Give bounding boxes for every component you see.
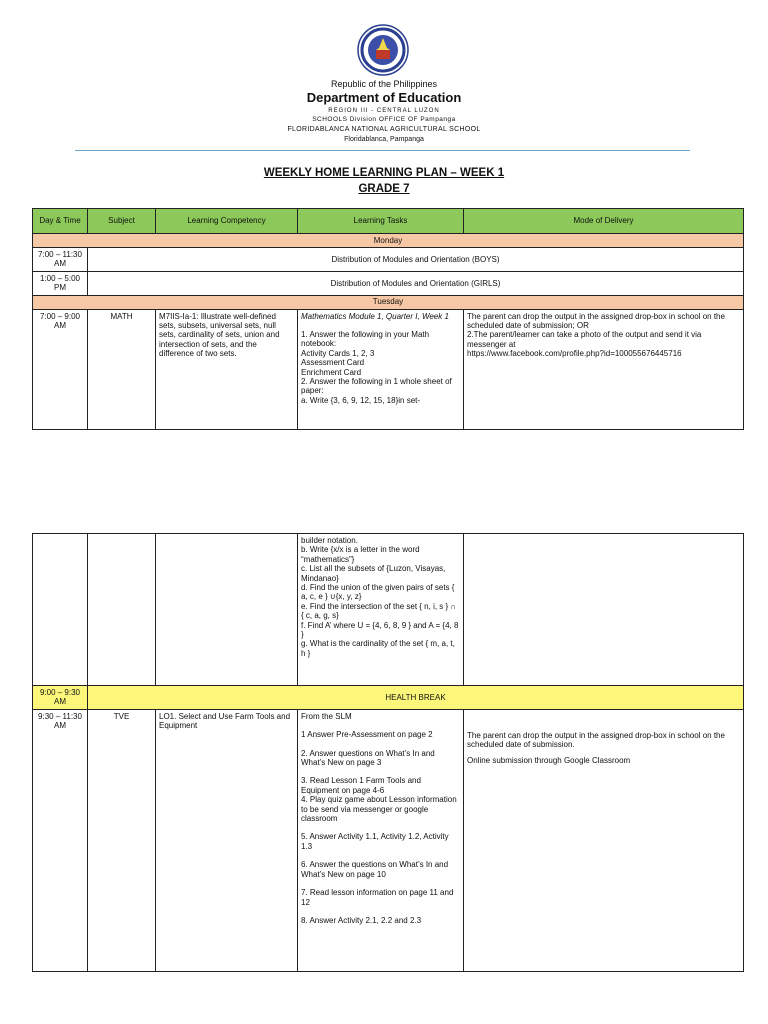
task-line: 6. Answer the questions on What’s In and What’s New on page 10 <box>301 860 449 879</box>
task-line <box>301 767 460 776</box>
health-break-row <box>33 686 744 710</box>
task-line: f. Find A’ where U = {4, 6, 8, 9 } and A = {4, 8 } <box>301 620 459 640</box>
task-line <box>301 879 460 888</box>
task-line: a. Write {3, 6, 9, 12, 15, 18}in set- <box>301 395 421 405</box>
task-line: g. What is the cardinality of the set { m, a, t, h } <box>301 639 455 658</box>
page-gap <box>0 450 768 515</box>
header-department: Department of Education <box>306 90 462 105</box>
delivery-line: The parent can drop the output in the assigned drop-box in school on the scheduled date of submission; OR <box>467 311 725 331</box>
task-line: b. Write {x/x is a letter in the word “mathematics”} <box>301 545 420 564</box>
plan-title: WEEKLY HOME LEARNING PLAN – WEEK 1 <box>263 167 505 179</box>
table-row <box>33 309 744 429</box>
task-line <box>301 907 460 916</box>
header-region: REGION III - CENTRAL LUZON <box>328 108 440 114</box>
learning-plan-table-continued <box>32 533 744 972</box>
task-line: e. Find the intersection of the set { n, i, s } ∩ { c, a, g, s} <box>301 601 457 621</box>
col-header-subject: Subject <box>88 209 156 234</box>
task-line: 3. Read Lesson 1 Farm Tools and Equipment on page 4-6 <box>301 776 421 795</box>
task-line: 4. Play quiz game about Lesson information to be send via messenger or google classroom <box>301 795 457 824</box>
table-header-row <box>33 209 744 234</box>
task-line: Activity Cards 1, 2, 3 <box>301 348 375 358</box>
header-address: Floridablanca, Pampanga <box>344 136 424 143</box>
competency-cell: LO1. Select and Use Farm Tools and Equipment <box>156 709 298 971</box>
task-line: Assessment Card <box>301 358 365 368</box>
task-line: 8. Answer Activity 2.1, 2.2 and 2.3 <box>301 915 422 925</box>
header-school: FLORIDABLANCA NATIONAL AGRICULTURAL SCHOOL <box>287 126 481 133</box>
header-division: SCHOOLS Division OFFICE OF Pampanga <box>312 116 456 123</box>
task-line: c. List all the subsets of {Luzon, Visayas, Mindanao} <box>301 564 446 583</box>
delivery-line: 2.The parent/learner can take a photo of the output and send it via messenger at <box>467 330 702 349</box>
col-header-tasks: Learning Tasks <box>298 209 464 234</box>
task-line: 2. Answer the following in 1 whole sheet of paper: <box>301 377 452 396</box>
time-cell: 7:00 – 9:00 AM <box>33 309 88 429</box>
activity-cell: Distribution of Modules and Orientation (BOYS) <box>88 248 744 272</box>
subject-cell: TVE <box>88 709 156 971</box>
task-line <box>301 823 460 832</box>
time-cell: 9:00 – 9:30 AM <box>33 686 88 710</box>
time-cell: 1:00 – 5:00 PM <box>33 271 88 295</box>
task-line <box>301 851 460 860</box>
header-republic: Republic of the Philippines <box>330 79 438 89</box>
page-one <box>0 0 768 450</box>
task-line: 2. Answer questions on What’s In and What’s New on page 3 <box>301 748 435 768</box>
tasks-cell <box>298 534 464 686</box>
task-line <box>301 740 460 749</box>
task-line: 1. Answer the following in your Math notebook: <box>301 330 430 349</box>
delivery-link[interactable]: https://www.facebook.com/profile.php?id=100055676445716 <box>467 349 682 359</box>
time-cell <box>33 534 88 686</box>
task-line <box>301 321 460 330</box>
table-row <box>33 534 744 686</box>
task-line <box>301 721 460 730</box>
task-line: 7. Read lesson information on page 11 and 12 <box>301 888 454 907</box>
competency-cell: M7IIS-Ia-1: Illustrate well-defined sets, subsets, universal sets, null sets, cardinality of sets, union and intersection of sets, and the difference of two sets. <box>156 309 298 429</box>
task-line: 1 Answer Pre-Assessment on page 2 <box>301 730 433 740</box>
delivery-cell <box>464 309 744 429</box>
col-header-competency: Learning Competency <box>156 209 298 234</box>
col-header-delivery: Mode of Delivery <box>464 209 744 234</box>
table-row <box>33 709 744 971</box>
time-cell: 9:30 – 11:30 AM <box>33 709 88 971</box>
task-line: builder notation. <box>301 536 358 545</box>
day-row-tuesday: Tuesday <box>33 295 744 309</box>
delivery-cell <box>464 709 744 971</box>
task-line: d. Find the union of the given pairs of sets { a, c, e } ∪{x, y, z} <box>301 583 455 602</box>
activity-cell: Distribution of Modules and Orientation (GIRLS) <box>88 271 744 295</box>
table-row <box>33 248 744 272</box>
delivery-cell <box>464 534 744 686</box>
delivery-line: Online submission through Google Classroom <box>467 755 631 765</box>
header-divider <box>75 150 690 151</box>
deped-seal-icon <box>357 24 409 76</box>
tasks-cell <box>298 309 464 429</box>
col-header-day-time: Day & Time <box>33 209 88 234</box>
subject-cell: MATH <box>88 309 156 429</box>
task-line: Mathematics Module 1, Quarter I, Week 1 <box>301 311 449 321</box>
competency-cell <box>156 534 298 686</box>
delivery-line: The parent can drop the output in the assigned drop-box in school on the scheduled date of submission. <box>467 730 725 750</box>
table-row <box>33 271 744 295</box>
grade-title: GRADE 7 <box>358 183 410 195</box>
subject-cell <box>88 534 156 686</box>
task-line: Enrichment Card <box>301 367 362 377</box>
task-line: 5. Answer Activity 1.1, Activity 1.2, Activity 1.3 <box>301 832 449 851</box>
time-cell: 7:00 – 11:30 AM <box>33 248 88 272</box>
tasks-cell <box>298 709 464 971</box>
day-row-monday: Monday <box>33 234 744 248</box>
health-break-label: HEALTH BREAK <box>88 686 744 710</box>
page-two <box>0 515 768 1024</box>
task-line: From the SLM <box>301 711 352 721</box>
learning-plan-table <box>32 208 744 430</box>
